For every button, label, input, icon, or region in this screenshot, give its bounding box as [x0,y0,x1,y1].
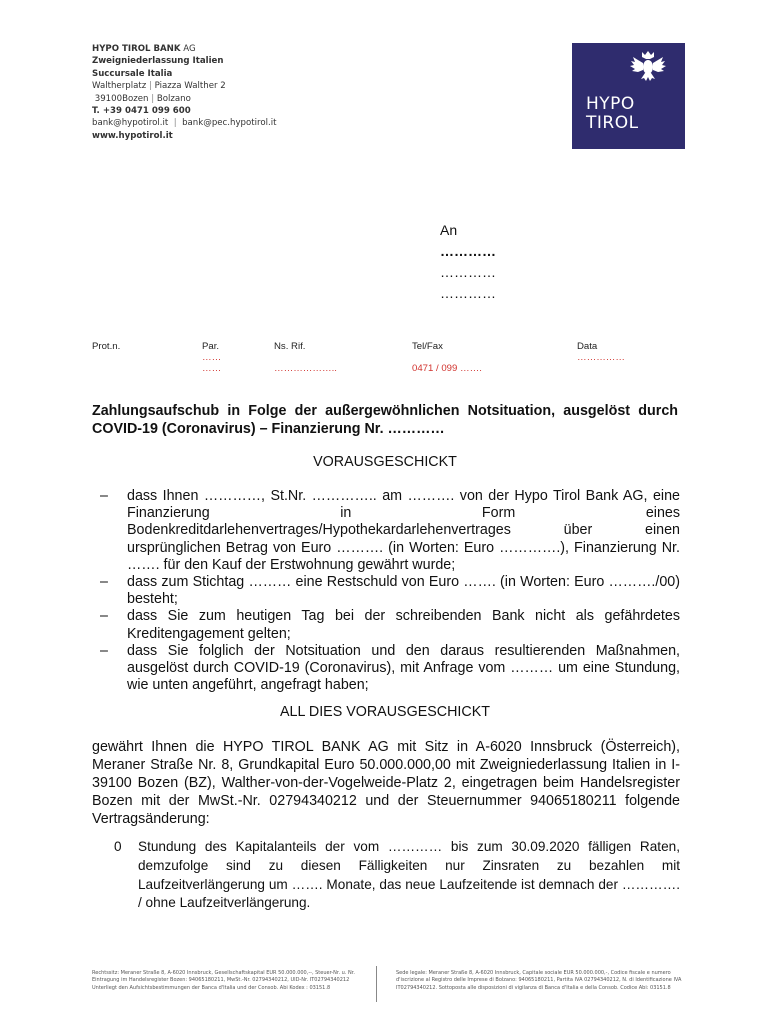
list-item: – dass Ihnen …………, St.Nr. ………….. am ………. von der Hypo Tirol Bank AG, eine Finanzierung in Form eines Bodenkreditdarlehenvertrages/Hypothekardarlehenvertrages über einen ursprünglichen Betrag von Euro ………. (in Worten: Euro ………….), Finanzierung Nr. ……. für den Kauf der Erstwohnung gewährt wurde; [100,488,680,573]
recipient-line-2: ………… [440,264,496,280]
data-label: Data [577,341,598,352]
option-checkbox[interactable]: 0 [114,839,122,854]
ns-rif-label: Ns. Rif. [274,341,306,352]
par-value-2: …… [202,363,222,374]
website-link[interactable]: www.hypotirol.it [92,130,173,141]
street-address: Waltherplatz | Piazza Walther 2 [92,81,226,92]
logo-wordmark: HYPO TIROL [586,94,639,133]
grant-paragraph: gewährt Ihnen die HYPO TIROL BANK AG mit Sitz in A-6020 Innsbruck (Österreich), Meraner Straße Nr. 8, Grundkapital Euro 50.000.000,00 mit Zweigniederlassung Italien in I-39100 Bozen (BZ), Walther-von-der-Vogelweide-Platz 2, eingetragen beim Handelsregister Bozen mit der MwSt.-Nr. 02794340212 und der Steuernummer 94065180211 folgende Vertragsänderung: [92,739,680,827]
bank-name: HYPO TIROL BANK AG [92,44,196,54]
city-address: 39100Bozen | Bolzano [94,93,191,104]
premises-list [100,488,680,694]
branch-it: Succursale Italia [92,68,173,79]
tel-fax-label: Tel/Fax [412,341,443,352]
pec-email-link[interactable]: bank@pec.hypotirol.it [182,118,277,129]
list-item: – dass Sie folglich der Notsituation und den daraus resultierenden Maßnahmen, ausgelöst durch COVID-19 (Coronavirus), mit Anfrage vom ……… um eine Stundung, wie unten angeführt, angefragt haben; [100,642,680,694]
option-text: Stundung des Kapitalanteils der vom ………… bis zum 30.09.2020 fälligen Raten, demzufolge sind zu diesen Fälligkeiten nur Zinsraten zu bezahlen mit Laufzeitverlängerung um ……. Monate, das neue Laufzeitende ist demnach der …………. / ohne Laufzeitverlängerung. [138,839,680,911]
branch-de: Zweigniederlassung Italien [92,56,224,67]
email-link[interactable]: bank@hypotirol.it [92,118,169,129]
phone-number: T. +39 0471 099 600 [92,106,191,117]
list-item: – dass Sie zum heutigen Tag bei der schreibenden Bank nicht als gefährdetes Kreditengagement gelten; [100,608,680,642]
letterhead [92,43,277,142]
footer-legal-it: Sede legale: Meraner Straße 8, A-6020 Innsbruck, Capitale sociale EUR 50.000.000,-, Codice fiscale e numero d'iscrizione al Registro delle Imprese di Bolzano: 94065180211, Partita IVA 02794340212, N. di Identificazione IVA IT02794340212. Sottoposta alle disposizioni di vigilanza di Banca d'Italia e della Consob. Codice Abi: 03151.8 [396,970,682,991]
letter-subject: Zahlungsaufschub in Folge der außergewöhnlichen Notsituation, ausgelöst durch COVID-19 (Coronavirus) – Finanzierung Nr. ………… [92,403,678,437]
list-item: – dass zum Stichtag ……… eine Restschuld von Euro ……. (in Worten: Euro ………./00) besteht; [100,574,680,608]
prot-label: Prot.n. [92,341,121,352]
footer-legal-de: Rechtssitz: Meraner Straße 8, A-6020 Innsbruck, Gesellschaftskapital EUR 50.000.000,--, Steuer-Nr. u. Nr. Eintragung im Handelsregister Bozen: 94065180211, MwSt.-Nr. 02794340212, UID-Nr. IT02794340212 Unterliegt den Aufsichtsbestimmungen der Banca d'Italia und der Consob. Abi Kodex : 03151.8 [92,970,355,991]
recipient-line-3: ………… [440,285,496,301]
email-addresses: bank@hypotirol.it | bank@pec.hypotirol.it [92,118,277,129]
tel-fax-value: 0471 / 099 ……. [412,363,482,374]
ns-rif-value: ……………….. [274,363,337,374]
recipient-block [440,220,496,304]
recipient-line-1: ………… [440,243,496,259]
heading-all-dies-vorausgeschickt: ALL DIES VORAUSGESCHICKT [279,704,490,720]
par-label: Par. [202,341,220,352]
hypo-tirol-logo [572,43,685,149]
par-value-1: …… [202,352,222,363]
recipient-an: An [440,222,458,238]
heading-vorausgeschickt: VORAUSGESCHICKT [313,454,457,470]
footer-divider [376,966,377,1002]
data-value: …………… [577,352,625,363]
